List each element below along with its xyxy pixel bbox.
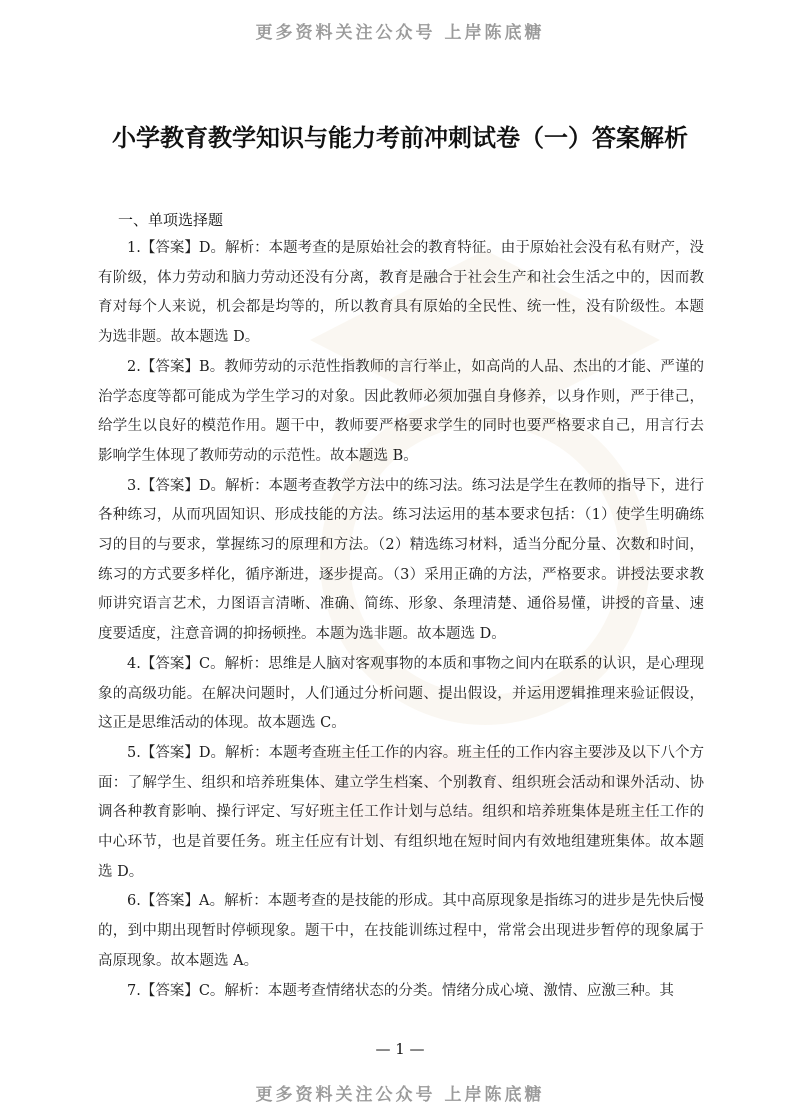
section-heading: 一、单项选择题 <box>118 211 224 229</box>
answer-item: 3.【答案】D。解析：本题考查教学方法中的练习法。练习法是学生在教师的指导下，进行各种练习，从而巩固知识、形成技能的方法。练习法运用的基本要求包括：（1）使学生明确练习的目的与要求，掌握练习的原理和方法。（2）精选练习材料，适当分配分量、次数和时间，练习的方式要多样化，循序渐进，逐步提高。（3）采用正确的方法，严格要求。讲授法要求教师讲究语言艺术，力图语言清晰、准确、简练、形象、条理清楚、通俗易懂，讲授的音量、速度要适度，注意音调的抑扬顿挫。本题为选非题。故本题选 D。 <box>98 477 704 643</box>
answer-item: 5.【答案】D。解析：本题考查班主任工作的内容。班主任的工作内容主要涉及以下八个方面：了解学生、组织和培养班集体、建立学生档案、个别教育、组织班会活动和课外活动、协调各种教育影响、操行评定、写好班主任工作计划与总结。组织和培养班集体是班主任工作的中心环节，也是首要任务。班主任应有计划、有组织地在短时间内有效地组建班集体。故本题选 D。 <box>98 744 704 880</box>
answer-item: 2.【答案】B。教师劳动的示范性指教师的言行举止，如高尚的人品、杰出的才能、严谨的治学态度等都可能成为学生学习的对象。因此教师必须加强自身修养，以身作则，严于律己，给学生以良好的模范作用。题干中，教师要严格要求学生的同时也要严格要求自己，用言行去影响学生体现了教师劳动的示范性。故本题选 B。 <box>98 358 704 464</box>
footer-banner: 更多资料关注公众号 上岸陈底糖 <box>255 1085 545 1105</box>
header-banner: 更多资料关注公众号 上岸陈底糖 <box>255 23 545 43</box>
page-number: — 1 — <box>375 1040 425 1058</box>
answer-item: 4.【答案】C。解析：思维是人脑对客观事物的本质和事物之间内在联系的认识，是心理现象的高级功能。在解决问题时，人们通过分析问题、提出假设，并运用逻辑推理来验证假设，这正是思维活动的体现。故本题选 C。 <box>98 655 704 732</box>
document-title: 小学教育教学知识与能力考前冲刺试卷（一）答案解析 <box>112 124 688 152</box>
answer-list <box>98 234 704 1006</box>
answer-item: 7.【答案】C。解析：本题考查情绪状态的分类。情绪分成心境、激情、应激三种。其 <box>127 982 674 999</box>
answer-item: 1.【答案】D。解析：本题考查的是原始社会的教育特征。由于原始社会没有私有财产，没有阶级，体力劳动和脑力劳动还没有分离，教育是融合于社会生产和社会生活之中的，因而教育对每个人来说，机会都是均等的，所以教育具有原始的全民性、统一性，没有阶级性。本题为选非题。故本题选 D。 <box>98 240 704 346</box>
answer-item: 6.【答案】A。解析：本题考查的是技能的形成。其中高原现象是指练习的进步是先快后慢的，到中期出现暂时停顿现象。题干中，在技能训练过程中，常常会出现进步暂停的现象属于高原现象。故本题选 A。 <box>98 893 704 969</box>
